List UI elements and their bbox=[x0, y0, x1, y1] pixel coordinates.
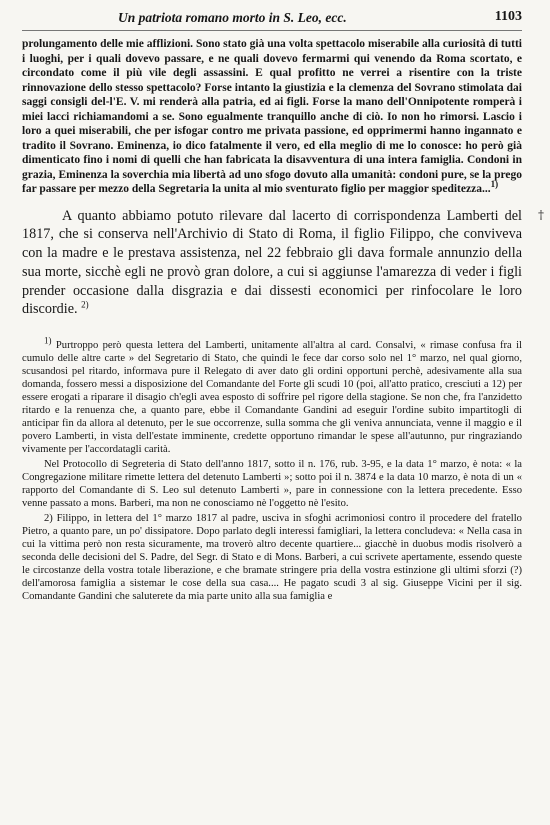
footnote-1-continuation bbox=[22, 458, 522, 510]
footnote-1-continuation-text: Nel Protocollo di Segreteria di Stato dell'anno 1817, sotto il n. 176, rub. 3-95, e la data 1° marzo, è nota: « la Congregazione militare rimette lettera del detenuto Lamberti »; sotto poi il n. 3874 e la data 10 marzo, è nota di un « rapporto del Comandante di S. Leo sul detenuto Lamberti », pare in connessione con la lettera precedente. Esso venne passato a mons. Barberi, ma non ne conosciamo nè l'oggetto nè l'esito. bbox=[22, 459, 522, 510]
footnote-ref-2[interactable]: 2) bbox=[81, 299, 89, 310]
footnote-marker-1: 1) bbox=[44, 335, 52, 346]
footnote-ref-1[interactable]: 1) bbox=[490, 179, 499, 190]
quoted-letter bbox=[22, 37, 522, 197]
footnote-marker-2: 2) bbox=[44, 513, 53, 525]
footnote-1-text: Purtroppo però questa lettera del Lamberti, unitamente all'altra al card. Consalvi, « rimase confusa fra il cumulo delle altre carte » del Segretario di Stato, che quindi le fece dar corso solo nel 1° marzo, nel qual giorno, scusandosi pel ritardo, informava pure il Relegato di aver dato gli ordini opportuni perchè, adesivamente alla sua domanda, fossero messi a disposizione del Comandante del Forte gli scudi 10 (poi, all'atto pratico, cresciuti a 12) per essere erogati a riparare il disagio ch'egli avea esposto di soffrire pel rigore della stagione. Se non che, fra l'anzidetto ritardo e la renuenza che, a quanto pare, ebbe il Comandante Gandini ad eseguir l'ordine subito impartitogli di anticipar fin da allora al detenuto, per le sue occorrenze, sulla somma che gli veniva annunciata, venne il maggio e il povero Lamberti, in vista dell'estate imminente, credette opportuno rimandar le spese all'autunno, pur ringraziando vivamente per l'accordatagli carità. bbox=[22, 340, 522, 456]
footnote-1 bbox=[22, 335, 522, 456]
quoted-letter-text: prolungamento delle mie afflizioni. Sono stato già una volta spettacolo miserabile alla curiosità di tutti i luoghi, per i quali dovevo passare, e ne quali dovevo fermarmi qui venendo da Roma scortato, e circondato come il più vile degli assassini. E qual profitto ne verrei a risentire con la triste rinnovazione dello stesso spettacolo? Forse intanto la giustizia e la clemenza del Sovrano stimolata dai saggi consigli del-l'E. V. mi renderà alla patria, ed ai figli. Forse la mano dell'Onnipotente romperà i miei lacci richiamandomi a se. Sono egualmente tranquillo anche di ciò. Io non ho rimorsi. Lascio i loro a quei miserabili, che per isfogar contro me privata passione, ed opprimermi hanno ingannato e tradito il Sovrano. Eminenza, io dico fatalmente il vero, ed ella meglio di me lo conosce: ho però già dimenticato fino i nomi di quelli che han fabricata la disavventura di una intera famiglia. Condoni in grazia, Eminenza la soverchia mia libertà ad uno sfogo dovuto alla umanità: condoni pure, se la prego far passare per mezzo della Segretaria la unita al mio sventurato figlio per maggior speditezza... bbox=[22, 38, 522, 195]
main-paragraph bbox=[22, 207, 522, 320]
page-number: 1103 bbox=[494, 9, 522, 24]
footnote-2 bbox=[22, 512, 522, 603]
running-title: Un patriota romano morto in S. Leo, ecc. bbox=[118, 10, 347, 25]
running-header bbox=[22, 8, 522, 31]
footnote-2-text: Filippo, in lettera del 1° marzo 1817 al padre, usciva in sfoghi acrimoniosi contro il procedere del fratello Pietro, a quanto pare, un po' dissipatore. Dopo parlato degli interessi famigliari, la lettera concludeva: « Nella casa in cui la vittima però non resta sicuramente, ma troverò altro decente quartiere... giacchè in duobus modis risolverò a seconda delle decisioni del S. Padre, del Segr. di Stato e di Mons. Barberi, a cui scrivete apertamente, essendo queste le circostanze della vostra totale liberazione, e che bramate stringere pria della vostra estinzione gli ultimi sforzi (?) dell'amorosa famiglia a sistemar le cose della sua casa.... He pagato scudi 3 al sig. Giuseppe Vicini per il sig. Comandante Gandini che saluterete da mia parte unito alla sua famiglia e bbox=[22, 513, 522, 603]
main-paragraph-text: A quanto abbiamo potuto rilevare dal lacerto di corrispondenza Lamberti del 1817, che si conserva nell'Archivio di Stato di Roma, il figlio Filippo, che conviveva con la madre e le prestava assistenza, nel 22 febbraio gli dava formale annunzio della sua morte, sicchè egli ne provò gran dolore, a cui si aggiunse l'amarezza di veder i figli prender occasione dalla disgrazia e dai dissesti economici per rinfocolare le loro discordie. bbox=[22, 207, 522, 318]
margin-mark: † bbox=[538, 208, 544, 222]
footnotes bbox=[22, 335, 522, 603]
page bbox=[22, 8, 522, 605]
